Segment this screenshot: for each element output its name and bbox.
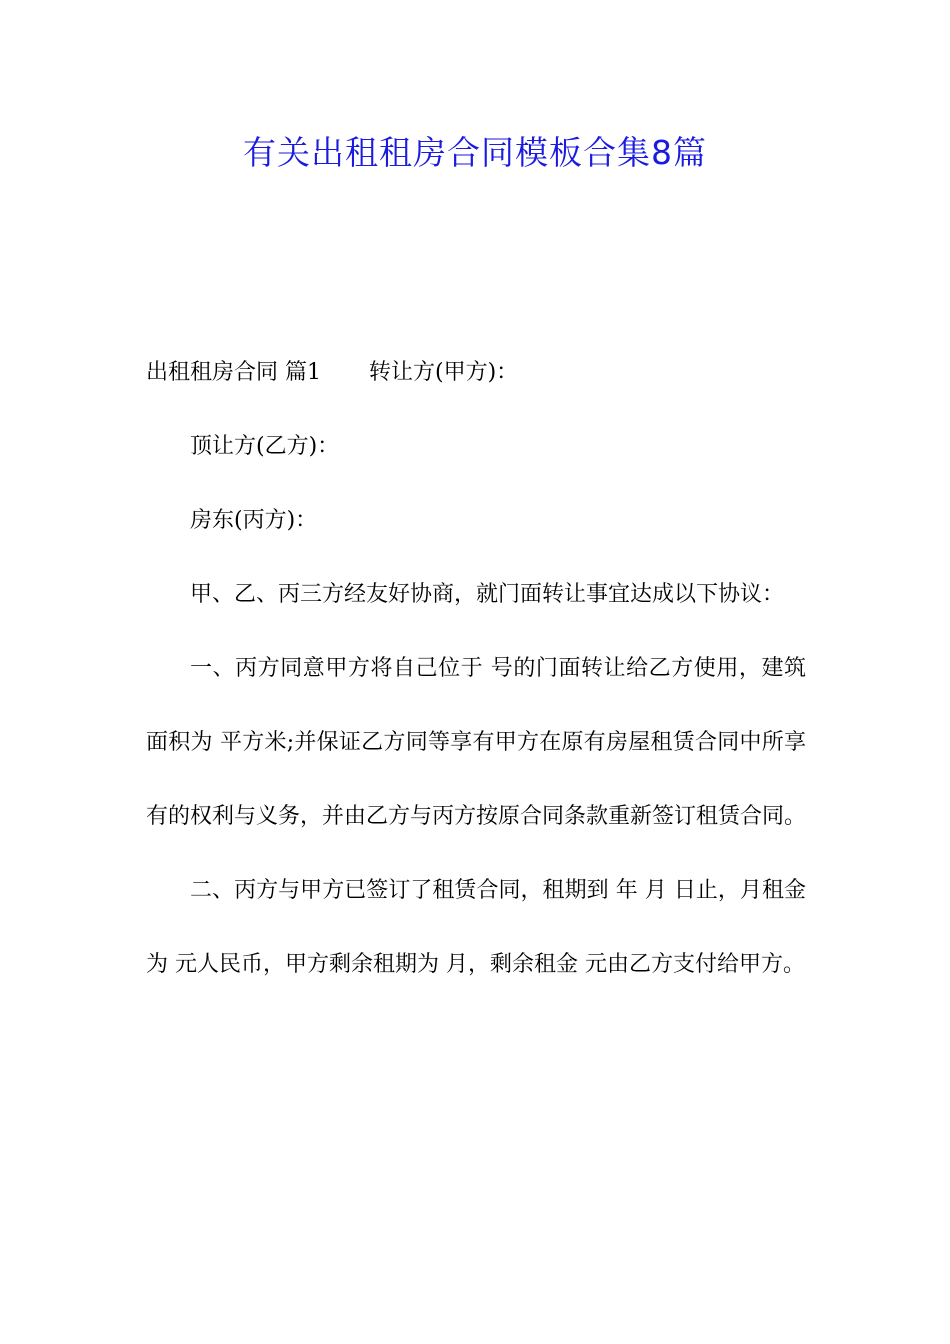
paragraph-assignee: 顶让方(乙方)： — [190, 434, 340, 459]
document-body — [146, 336, 806, 1002]
paragraph-clause-2: 二、丙方与甲方已签订了租赁合同，租期到 年 月 日止，月租金为 元人民币，甲方剩余租期为 月，剩余租金 元由乙方支付给甲方。 — [146, 878, 806, 977]
paragraph-clause-1: 一、丙方同意甲方将自己位于 号的门面转让给乙方使用，建筑面积为 平方米;并保证乙方同等享有甲方在原有房屋租赁合同中所享有的权利与义务，并由乙方与丙方按原合同条款重新签订租赁合同。 — [146, 656, 807, 829]
document-title: 有关出租租房合同模板合集8篇 — [243, 133, 707, 172]
paragraph-landlord: 房东(丙方)： — [190, 508, 318, 533]
paragraph-agreement-intro: 甲、乙、丙三方经友好协商，就门面转让事宜达成以下协议： — [190, 582, 785, 607]
transferor-label: 转让方(甲方)： — [369, 360, 519, 385]
heading-line — [146, 336, 806, 410]
section-label: 出租租房合同 篇1 — [146, 360, 321, 385]
